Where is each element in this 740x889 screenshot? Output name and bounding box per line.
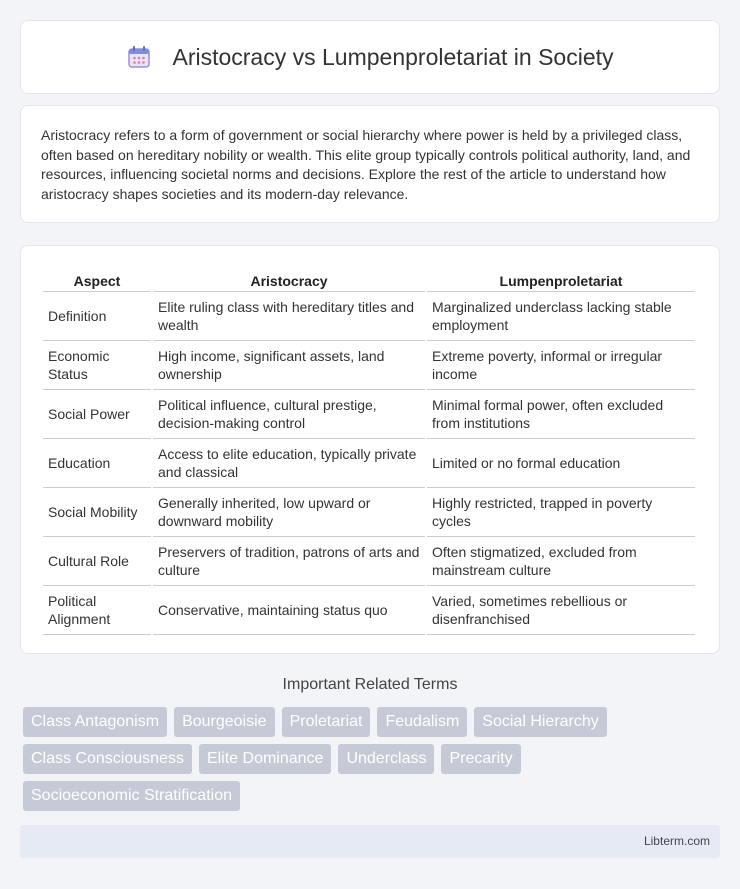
- table-row: [43, 390, 695, 439]
- cell-aristocracy: Access to elite education, typically private and classical: [153, 439, 425, 488]
- cell-aristocracy: Preservers of tradition, patrons of arts and culture: [153, 537, 425, 586]
- cell-aristocracy: Elite ruling class with hereditary titles and wealth: [153, 292, 425, 341]
- cell-lumpenproletariat: Marginalized underclass lacking stable employment: [427, 292, 695, 341]
- tag-elite-dominance[interactable]: Elite Dominance: [199, 744, 332, 774]
- table-row: [43, 341, 695, 390]
- table-header-row: [43, 266, 695, 292]
- intro-card: [20, 105, 720, 223]
- cell-lumpenproletariat: Highly restricted, trapped in poverty cycles: [427, 488, 695, 537]
- table-row: [43, 292, 695, 341]
- comparison-table: [41, 266, 697, 635]
- footer: [20, 825, 720, 858]
- cell-lumpenproletariat: Minimal formal power, often excluded from institutions: [427, 390, 695, 439]
- cell-lumpenproletariat: Extreme poverty, informal or irregular income: [427, 341, 695, 390]
- cell-aspect: Social Mobility: [43, 488, 151, 537]
- table-row: [43, 488, 695, 537]
- cell-aristocracy: Conservative, maintaining status quo: [153, 586, 425, 635]
- tag-feudalism[interactable]: Feudalism: [377, 707, 467, 737]
- tag-class-consciousness[interactable]: Class Consciousness: [23, 744, 192, 774]
- tag-underclass[interactable]: Underclass: [338, 744, 434, 774]
- tag-class-antagonism[interactable]: Class Antagonism: [23, 707, 167, 737]
- cell-aristocracy: Political influence, cultural prestige, decision-making control: [153, 390, 425, 439]
- cell-aspect: Economic Status: [43, 341, 151, 390]
- header-aristocracy: Aristocracy: [153, 266, 425, 292]
- cell-aristocracy: Generally inherited, low upward or downward mobility: [153, 488, 425, 537]
- header-aspect: Aspect: [43, 266, 151, 292]
- cell-lumpenproletariat: Limited or no formal education: [427, 439, 695, 488]
- cell-aristocracy: High income, significant assets, land ownership: [153, 341, 425, 390]
- table-row: [43, 586, 695, 635]
- cell-aspect: Political Alignment: [43, 586, 151, 635]
- tag-socioeconomic-stratification[interactable]: Socioeconomic Stratification: [23, 781, 240, 811]
- related-terms-title: Important Related Terms: [282, 676, 458, 693]
- tag-precarity[interactable]: Precarity: [441, 744, 520, 774]
- related-terms-list: [23, 707, 723, 818]
- table-row: [43, 537, 695, 586]
- tag-bourgeoisie[interactable]: Bourgeoisie: [174, 707, 275, 737]
- calendar-icon: [126, 44, 152, 70]
- tag-social-hierarchy[interactable]: Social Hierarchy: [474, 707, 606, 737]
- intro-text: Aristocracy refers to a form of government or social hierarchy where power is held by a privileged class, often based on hereditary nobility or wealth. This elite group typically controls political authority, land, and resources, influencing societal norms and decisions. Explore the rest of the article to understand how aristocracy shapes societies and its modern-day relevance.: [41, 127, 691, 202]
- cell-aspect: Education: [43, 439, 151, 488]
- table-row: [43, 439, 695, 488]
- cell-lumpenproletariat: Varied, sometimes rebellious or disenfranchised: [427, 586, 695, 635]
- header-lumpenproletariat: Lumpenproletariat: [427, 266, 695, 292]
- tag-proletariat[interactable]: Proletariat: [282, 707, 371, 737]
- title-card: [20, 20, 720, 94]
- cell-aspect: Definition: [43, 292, 151, 341]
- comparison-card: [20, 245, 720, 654]
- cell-aspect: Social Power: [43, 390, 151, 439]
- footer-site-link[interactable]: Libterm.com: [643, 834, 710, 848]
- page-title: Aristocracy vs Lumpenproletariat in Society: [172, 43, 614, 70]
- cell-aspect: Cultural Role: [43, 537, 151, 586]
- cell-lumpenproletariat: Often stigmatized, excluded from mainstream culture: [427, 537, 695, 586]
